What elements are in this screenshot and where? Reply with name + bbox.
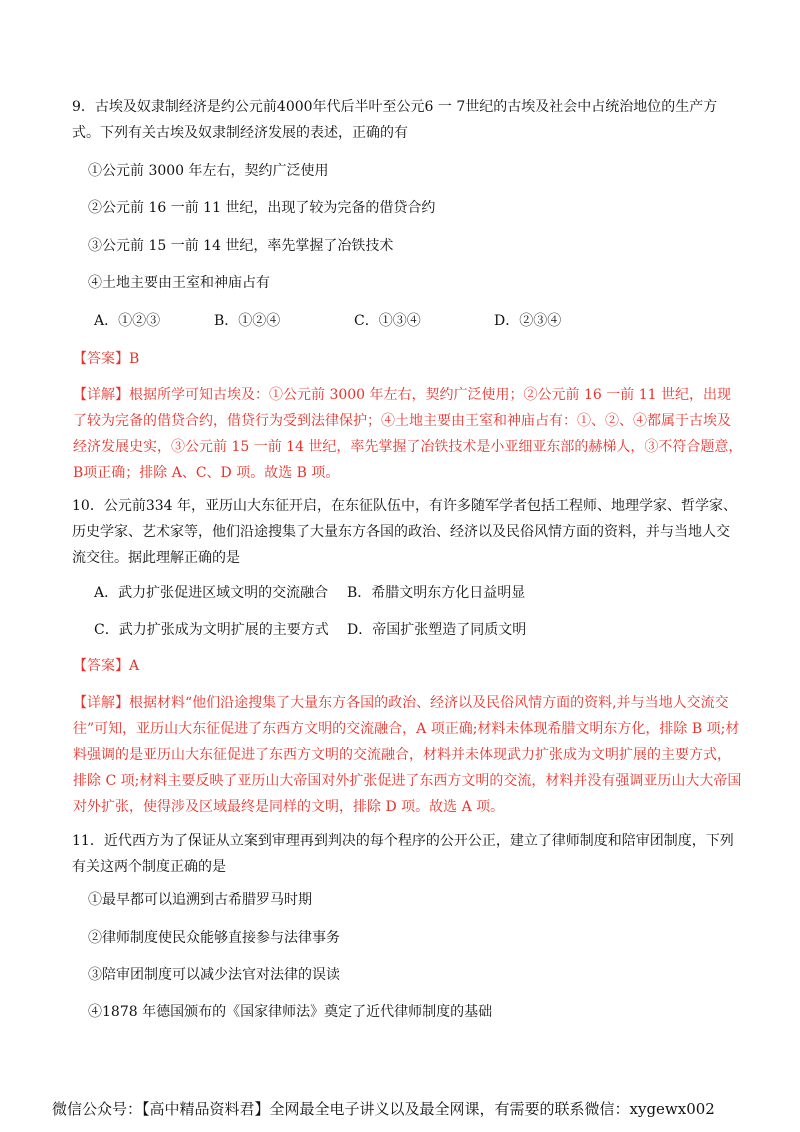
- question-11-item-4: ④1878 年德国颁布的《国家律师法》奠定了近代律师制度的基础: [88, 1004, 493, 1020]
- question-11-item-2: ②律师制度使民众能够直接参与法律事务: [88, 930, 340, 946]
- question-9-choices: [94, 310, 561, 332]
- question-9-answer: 【答案】B: [73, 351, 140, 367]
- choice-d: D．②③④: [494, 313, 562, 329]
- question-9-item-1: ①公元前 3000 年左右，契约广泛使用: [88, 163, 329, 179]
- question-11-item-1: ①最早都可以追溯到古希腊罗马时期: [88, 892, 312, 908]
- question-10-detail: 【详解】根据材料“他们沿途搜集了大量东方各国的政治、经济以及民俗风情方面的资料,并与当地人交流交往”可知，亚历山大东征促进了东西方文明的交流融合，A 项正确;材料未体现希腊文明东方化，排除 B 项;材料强调的是亚历山大东征促进了东西方文明的交流融合，材料并未体现武力扩张成为文明扩展的主要方式，排除 C 项;材料主要反映了亚历山大帝国对外扩张促进了东西方文明的交流，材料并没有强调亚历山大大帝国对外扩张，使得涉及区域最终是同样的文明，排除 D 项。故选 A 项。: [73, 695, 742, 815]
- question-11-item-3: ③陪审团制度可以减少法官对法律的误读: [88, 967, 340, 983]
- question-10-stem: 10．公元前334 年，亚历山大东征开启，在东征队伍中，有许多随军学者包括工程师、地理学家、哲学家、历史学家、艺术家等，他们沿途搜集了大量东方各国的政治、经济以及民俗风情方面的资料，并与当地人交流交往。据此理解正确的是: [72, 498, 737, 566]
- choice-b: B．希腊文明东方化日益明显: [347, 585, 526, 601]
- choice-b: B．①②④: [214, 313, 281, 329]
- choice-c: C．①③④: [354, 313, 421, 329]
- choice-c: C．武力扩张成为文明扩展的主要方式: [94, 622, 329, 638]
- choice-d: D．帝国扩张塑造了同质文明: [347, 622, 527, 638]
- question-11-stem: 11．近代西方为了保证从立案到审理再到判决的每个程序的公开公正，建立了律师制度和陪审团制度，下列有关这两个制度正确的是: [72, 833, 734, 875]
- footer-wechat-notice: 微信公众号：【高中精品资料君】全网最全电子讲义以及最全网课，有需要的联系微信：xygewx002: [52, 1100, 715, 1118]
- question-9-detail: 【详解】根据所学可知古埃及：①公元前 3000 年左右，契约广泛使用；②公元前 16 一前 11 世纪，出现了较为完备的借贷合约，借贷行为受到法律保护；④土地主要由王室和神庙占有：①、②、④都属于古埃及经济发展史实，③公元前 15 一前 14 世纪，率先掌握了冶铁技术是小亚细亚东部的赫梯人，③不符合题意，B项正确；排除 A、C、D 项。故选 B 项。: [73, 387, 743, 481]
- question-9-stem: 9．古埃及奴隶制经济是约公元前4000年代后半叶至公元6 一 7世纪的古埃及社会中占统治地位的生产方式。下列有关古埃及奴隶制经济发展的表述，正确的有: [72, 99, 718, 141]
- question-9-item-4: ④土地主要由王室和神庙占有: [88, 275, 270, 291]
- choice-a: A．①②③: [94, 313, 161, 329]
- question-10-answer: 【答案】A: [73, 658, 140, 674]
- question-10-choices-row-2: [94, 619, 526, 641]
- question-9-item-2: ②公元前 16 一前 11 世纪，出现了较为完备的借贷合约: [88, 200, 436, 216]
- question-9-item-3: ③公元前 15 一前 14 世纪，率先掌握了冶铁技术: [88, 238, 394, 254]
- question-10-choices-row-1: [94, 582, 525, 604]
- choice-a: A．武力扩张促进区域文明的交流融合: [94, 585, 329, 601]
